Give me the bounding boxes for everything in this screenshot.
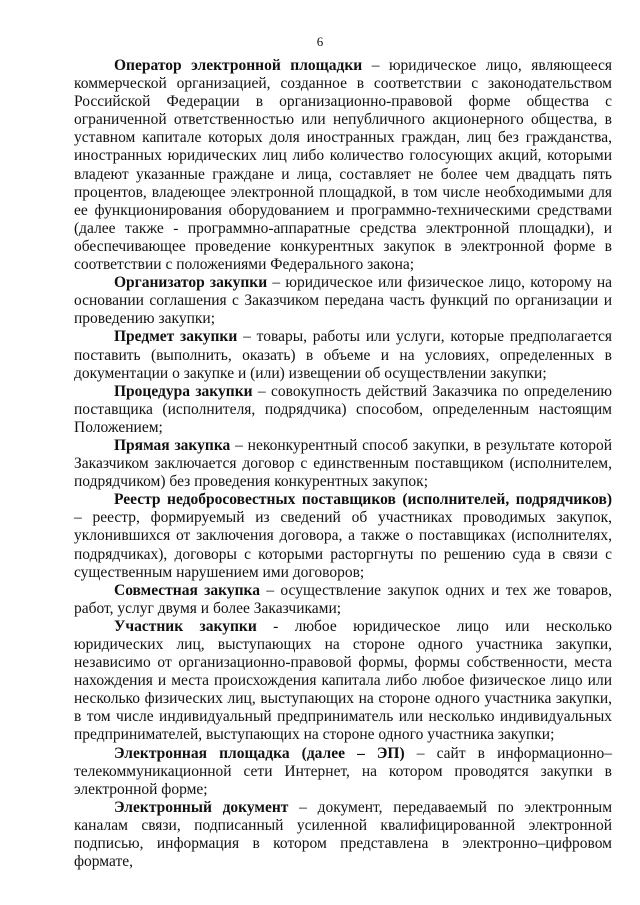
definition-term: Организатор закупки <box>114 274 268 292</box>
definition-text: – товары, работы или услуги, которые предполагается поставить (выполнить, оказать) в объеме и на условиях, определенных в документации о закупке и (или) извещении об осуществлении закупки; <box>74 328 612 382</box>
definition-text: – юридическое или физическое лицо, которому на основании соглашения с Заказчиком передана часть функций по организации и проведению закупки; <box>74 274 613 328</box>
definition-text: – документ, передаваемый по электронным каналам связи, подписанный усиленной квалифицированной электронной подписью, информация в котором представлена в электронно–цифровом формате, <box>74 798 612 871</box>
definition-term: Оператор электронной площадки <box>114 57 363 74</box>
definition-term: Совместная закупка <box>114 581 260 599</box>
page-number: 6 <box>316 34 324 49</box>
definition-paragraph <box>74 383 612 437</box>
definition-term: Процедура закупки <box>114 382 253 400</box>
definition-text: – совокупность действий Заказчика по определению поставщика (исполнителя, подрядчика) способом, определенным настоящим Положением; <box>74 382 612 436</box>
definition-paragraph <box>74 618 612 745</box>
definition-text: – реестр, формируемый из сведений об участниках проводимых закупок, уклонившихся от заключения договора, а также о поставщиках (исполнителях, подрядчиках), договоры с которыми расторгнуты по решению суда в связи с существенным нарушением ими договоров; <box>74 509 612 581</box>
definition-term: Электронная площадка (далее – ЭП) <box>114 744 405 762</box>
definition-paragraph <box>74 437 612 491</box>
definition-term: Электронный документ <box>114 798 289 816</box>
definition-term: Предмет закупки <box>114 328 238 346</box>
definition-paragraph <box>74 582 612 618</box>
definition-term: Прямая закупка <box>114 436 231 454</box>
definition-term: Участник закупки <box>114 617 257 635</box>
document-body <box>74 57 612 871</box>
definition-paragraph <box>74 328 612 382</box>
definition-paragraph <box>74 799 612 871</box>
definition-text: – осуществление закупок одних и тех же товаров, работ, услуг двумя и более Заказчиками; <box>74 581 613 617</box>
definition-text: - любое юридическое лицо или несколько юридических лиц, выступающих на стороне одного участника закупки, независимо от организационно-правовой формы, формы собственности, места нахождения и места происхождения капитала либо любое физическое лицо или несколько физических лиц, выступающих на стороне одного участника закупки, в том числе индивидуальный предприниматель или несколько индивидуальных предпринимателей, выступающих на стороне одного участника закупки; <box>74 617 613 744</box>
definition-text: – неконкурентный способ закупки, в результате которой Заказчиком заключается договор с единственным поставщиком (исполнителем, подрядчиком) без проведения конкурентных закупок; <box>74 436 613 491</box>
definition-text: – сайт в информационно–телекоммуникационной сети Интернет, на котором проводятся закупки в электронной форме; <box>74 744 612 798</box>
definition-paragraph <box>74 491 612 581</box>
definition-paragraph <box>74 57 612 274</box>
definition-paragraph <box>74 274 612 328</box>
definition-term: Реестр недобросовестных поставщиков (исполнителей, подрядчиков) <box>114 491 612 509</box>
definition-text: – юридическое лицо, являющееся коммерческой организацией, созданное в соответствии с законодательством Российской Федерации в организационно-правовой форме общества с ограниченной ответственностью или непубличного акционерного общества, в уставном капитале которых доля иностранных граждан, лиц без гражданства, иностранных юридических лиц либо количество голосующих акций, которыми владеют указанные граждане и лица, составляет не более чем двадцать пять процентов, владеющее электронной площадкой, в том числе необходимыми для ее функционирования оборудованием и программно-техническими средствами (далее также - программно-аппаратные средства электронной площадки), и обеспечивающее проведение конкурентных закупок в электронной форме в соответствии с положениями Федерального закона; <box>74 57 612 274</box>
definition-paragraph <box>74 745 612 799</box>
